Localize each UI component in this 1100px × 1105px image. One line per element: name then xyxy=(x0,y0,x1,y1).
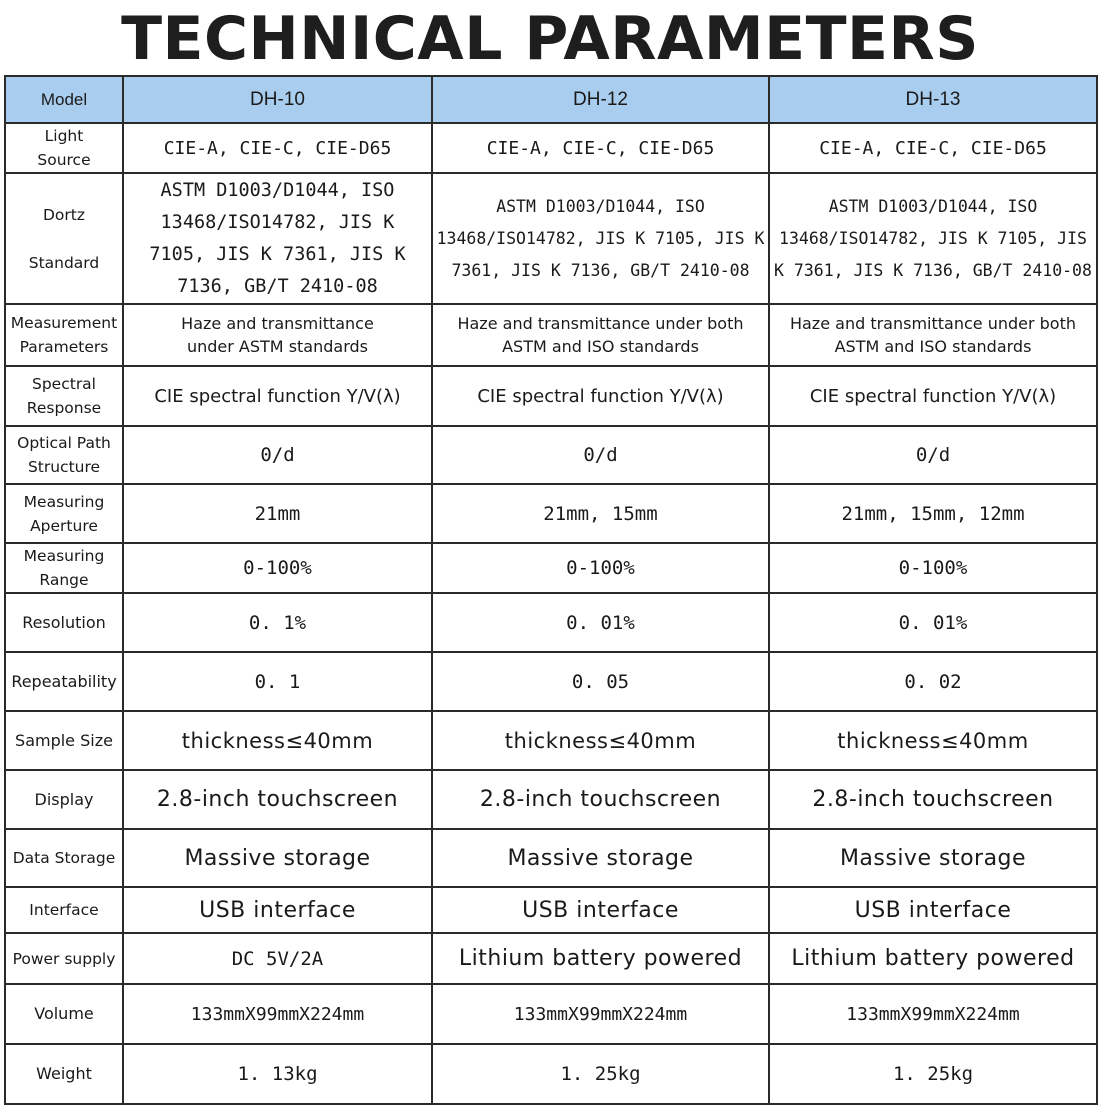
row-label: Power supply xyxy=(5,933,123,984)
cell-line: ASTM and ISO standards xyxy=(502,337,699,356)
cell-line: 13468/ISO14782, JIS K 7105, JIS K xyxy=(436,228,765,248)
table-cell: 0. 01% xyxy=(432,593,769,652)
table-row-measurement-parameters xyxy=(5,304,1097,366)
cell-line: under ASTM standards xyxy=(186,337,368,356)
label-line: Standard xyxy=(28,253,100,272)
table-row-repeatability xyxy=(5,652,1097,711)
table-cell: DC 5V/2A xyxy=(123,933,432,984)
cell-line: Haze and transmittance xyxy=(181,314,374,333)
table-cell: Massive storage xyxy=(432,829,769,887)
table-row-spectral-response xyxy=(5,366,1097,426)
table-cell: 133mmX99mmX224mm xyxy=(769,984,1097,1044)
row-label: Volume xyxy=(5,984,123,1044)
table-cell: 0. 1% xyxy=(123,593,432,652)
table-row-resolution xyxy=(5,593,1097,652)
header-row xyxy=(5,76,1097,123)
cell-line: 7361, JIS K 7136, GB/T 2410-08 xyxy=(451,260,750,280)
table-cell: 0. 02 xyxy=(769,652,1097,711)
table-cell xyxy=(432,173,769,304)
table-cell xyxy=(123,173,432,304)
cell-line: Haze and transmittance under both xyxy=(789,314,1077,333)
table-cell: 0/d xyxy=(432,426,769,484)
label-line: Measuring xyxy=(23,492,105,511)
label-line: Aperture xyxy=(30,516,98,535)
row-label xyxy=(5,543,123,593)
row-label: Sample Size xyxy=(5,711,123,770)
table-cell: CIE spectral function Y/V(λ) xyxy=(769,366,1097,426)
label-line: Optical Path xyxy=(17,434,111,452)
table-cell: 0/d xyxy=(123,426,432,484)
table-cell: 21mm, 15mm xyxy=(432,484,769,543)
table-cell: 0. 01% xyxy=(769,593,1097,652)
page-title: TECHNICAL PARAMETERS xyxy=(121,4,979,74)
row-label: Interface xyxy=(5,887,123,933)
row-label xyxy=(5,304,123,366)
table-cell: USB interface xyxy=(123,887,432,933)
row-label xyxy=(5,123,123,173)
label-line: Spectral xyxy=(32,375,96,393)
label-line: Structure xyxy=(27,458,101,476)
cell-line: ASTM and ISO standards xyxy=(834,337,1032,356)
technical-parameters-table xyxy=(4,75,1098,1105)
table-cell: 133mmX99mmX224mm xyxy=(432,984,769,1044)
table-cell: thickness≤40mm xyxy=(123,711,432,770)
table-cell xyxy=(432,304,769,366)
table-cell: thickness≤40mm xyxy=(769,711,1097,770)
model-header: Model xyxy=(5,76,123,123)
label-line: Response xyxy=(26,399,102,417)
table-cell: USB interface xyxy=(432,887,769,933)
table-cell: Massive storage xyxy=(769,829,1097,887)
row-label: Resolution xyxy=(5,593,123,652)
table-cell: 1. 25kg xyxy=(432,1044,769,1104)
label-line: Measurement xyxy=(10,314,118,332)
table-cell: 1. 25kg xyxy=(769,1044,1097,1104)
table-cell: Lithium battery powered xyxy=(769,933,1097,984)
cell-line: 7136, GB/T 2410-08 xyxy=(177,275,378,297)
table-cell: 21mm, 15mm, 12mm xyxy=(769,484,1097,543)
label-line: Dortz xyxy=(42,205,85,224)
row-label: Display xyxy=(5,770,123,829)
table-row-volume xyxy=(5,984,1097,1044)
label-line: Measuring xyxy=(23,547,105,565)
table-cell xyxy=(769,304,1097,366)
table-cell: CIE spectral function Y/V(λ) xyxy=(123,366,432,426)
table-row-dortz-standard xyxy=(5,173,1097,304)
table-row-light-source xyxy=(5,123,1097,173)
table-cell: CIE spectral function Y/V(λ) xyxy=(432,366,769,426)
table-cell: 0-100% xyxy=(432,543,769,593)
label-line: Light xyxy=(44,127,84,145)
cell-line: ASTM D1003/D1044, ISO xyxy=(160,179,395,201)
model-dh-12-header: DH-12 xyxy=(432,76,769,123)
model-dh-13-header: DH-13 xyxy=(769,76,1097,123)
table-row-display xyxy=(5,770,1097,829)
table-cell: 0-100% xyxy=(769,543,1097,593)
table-row-measuring-range xyxy=(5,543,1097,593)
table-cell: CIE-A, CIE-C, CIE-D65 xyxy=(123,123,432,173)
cell-line: K 7361, JIS K 7136, GB/T 2410-08 xyxy=(774,260,1092,280)
label-line: Source xyxy=(37,151,91,169)
row-label: Weight xyxy=(5,1044,123,1104)
row-label: Data Storage xyxy=(5,829,123,887)
cell-line: Haze and transmittance under both xyxy=(457,314,744,333)
table-row-interface xyxy=(5,887,1097,933)
row-label xyxy=(5,173,123,304)
table-cell: 2.8-inch touchscreen xyxy=(769,770,1097,829)
table-cell: CIE-A, CIE-C, CIE-D65 xyxy=(769,123,1097,173)
table-cell xyxy=(123,304,432,366)
row-label xyxy=(5,484,123,543)
table-cell: 2.8-inch touchscreen xyxy=(432,770,769,829)
row-label xyxy=(5,426,123,484)
table-row-sample-size xyxy=(5,711,1097,770)
table-cell: 0. 05 xyxy=(432,652,769,711)
table-cell: 0. 1 xyxy=(123,652,432,711)
table-cell: Lithium battery powered xyxy=(432,933,769,984)
table-cell: 1. 13kg xyxy=(123,1044,432,1104)
table-cell: Massive storage xyxy=(123,829,432,887)
table-cell: 0/d xyxy=(769,426,1097,484)
label-line: Range xyxy=(39,571,89,589)
table-cell: 133mmX99mmX224mm xyxy=(123,984,432,1044)
row-label: Repeatability xyxy=(5,652,123,711)
cell-line: 13468/ISO14782, JIS K xyxy=(160,211,395,233)
cell-line: 7105, JIS K 7361, JIS K xyxy=(149,243,406,265)
model-dh-10-header: DH-10 xyxy=(123,76,432,123)
table-cell: thickness≤40mm xyxy=(432,711,769,770)
cell-line: ASTM D1003/D1044, ISO xyxy=(828,196,1038,216)
table-cell: CIE-A, CIE-C, CIE-D65 xyxy=(432,123,769,173)
cell-line: 13468/ISO14782, JIS K 7105, JIS xyxy=(779,228,1087,248)
table-cell: 0-100% xyxy=(123,543,432,593)
table-row-power-supply xyxy=(5,933,1097,984)
table-row-weight xyxy=(5,1044,1097,1104)
table-cell: 2.8-inch touchscreen xyxy=(123,770,432,829)
table-cell: 21mm xyxy=(123,484,432,543)
table-cell xyxy=(769,173,1097,304)
table-row-data-storage xyxy=(5,829,1097,887)
row-label xyxy=(5,366,123,426)
label-line: Parameters xyxy=(19,338,109,356)
cell-line: ASTM D1003/D1044, ISO xyxy=(496,196,705,216)
table-row-measuring-aperture xyxy=(5,484,1097,543)
table-row-optical-path-structure xyxy=(5,426,1097,484)
table-cell: USB interface xyxy=(769,887,1097,933)
